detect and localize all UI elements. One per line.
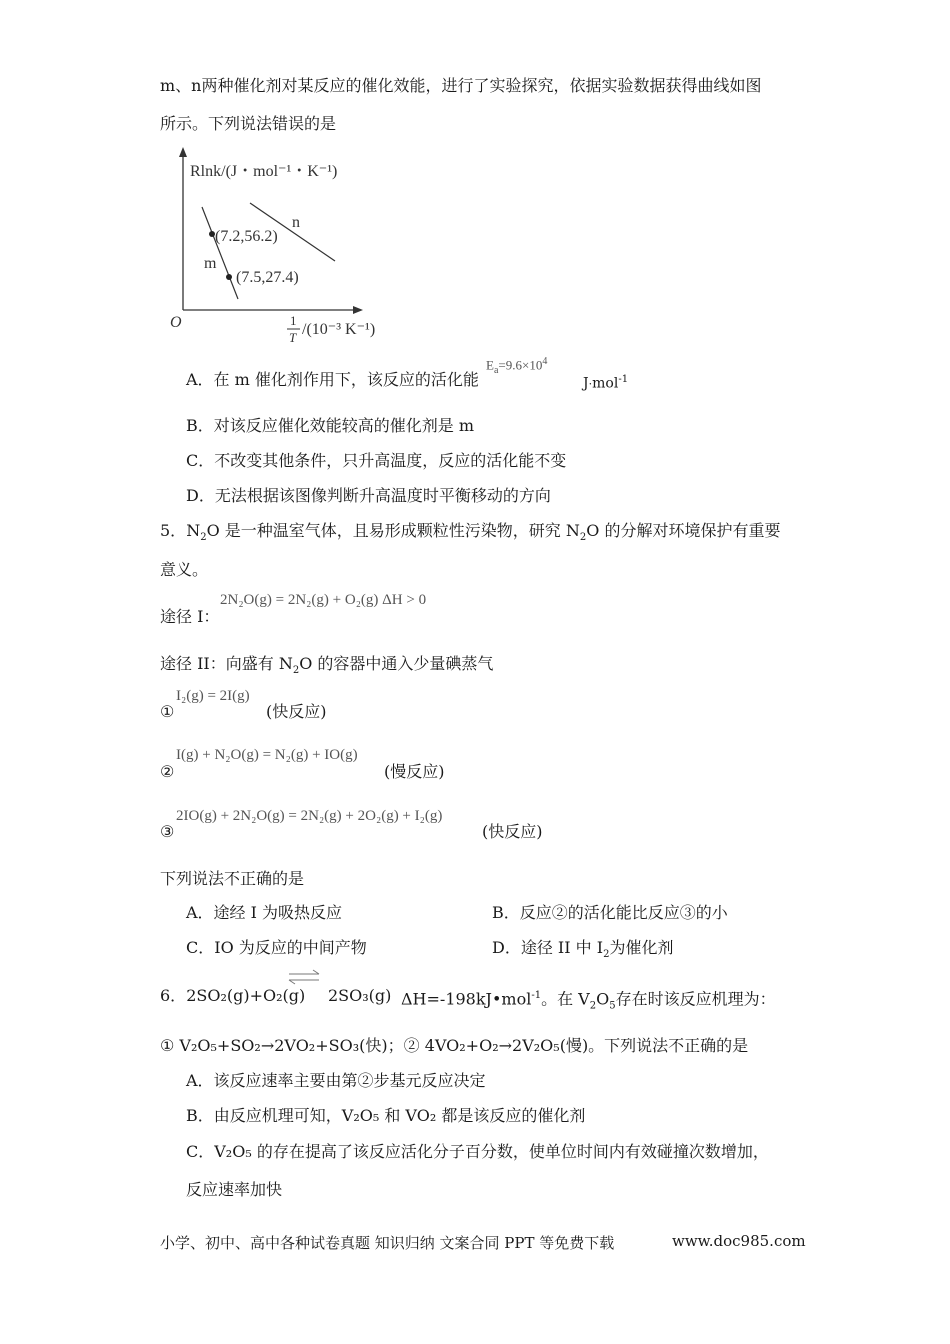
q6-option-c-line1: C．V₂O₅ 的存在提高了该反应活化分子百分数，使单位时间内有效碰撞次数增加， [186,1142,769,1161]
equilibrium-arrow-icon [286,966,322,988]
q4-option-d: D．无法根据该图像判断升高温度时平衡移动的方向 [186,486,551,505]
q5-step1-mark: ① [160,702,175,721]
ea-symbol: E [486,357,494,373]
q5-stem-c: O 的分解对环境保护有重要 [586,521,781,540]
q4-stem-line2: 所示。下列说法错误的是 [160,114,337,133]
q6-option-a: A．该反应速率主要由第②步基元反应决定 [186,1071,486,1090]
graph-point1-label: (7.2,56.2) [215,228,278,245]
graph-origin: O [170,314,182,331]
graph-line-n-label: n [292,214,300,231]
q6-tail-b: O [596,989,610,1009]
q5-option-a: A．途经 I 为吸热反应 [186,903,343,922]
unit-exp: -1 [618,374,629,385]
q6-tail-c: 存在时该反应机理为： [615,989,776,1009]
q5-step3-formula: 2IO(g) + 2N₂O(g) = 2N₂(g) + 2O₂(g) + I₂(g) [176,808,443,824]
ea-sub: a [493,364,499,376]
q4-option-a-prefix: A．在 m 催化剂作用下，该反应的活化能 [186,370,479,389]
graph-x-frac-num: 1 [290,313,297,328]
q5-step3-mark: ③ [160,822,175,841]
q4-option-b: B．对该反应催化效能较高的催化剂是 m [186,416,475,435]
path2-label-a: 途径 II：向盛有 N [160,654,293,673]
q5-path2-label: 途径 II：向盛有 $N_2O$ 的容器中通入少量碘蒸气 [160,654,494,677]
footer-text: 小学、初中、高中各种试卷真题 知识归纳 文案合同 PPT 等免费下载 [160,1234,615,1252]
q4-graph [160,145,390,350]
footer-url[interactable]: www.doc985.com [672,1232,806,1250]
path2-label-b: O 的容器中通入少量碘蒸气 [299,654,494,673]
q5-number: 5． [160,521,187,540]
q5-option-d-a: D．途径 II 中 I [492,938,604,957]
q5-step2-mark: ② [160,762,175,781]
q5-step1-note: (快反应) [266,702,327,721]
graph-point2-label: (7.5,27.4) [236,269,299,286]
q5-step2-note: (慢反应) [384,762,445,781]
q5-question: 下列说法不正确的是 [160,869,305,888]
q5-stem-line1: 5．$N_2O$ 是一种温室气体，且易形成颗粒性污染物，研究 $N_2O$ 的分解对环境保护有重要 [160,521,781,544]
q4-option-c: C．不改变其他条件，只升高温度，反应的活化能不变 [186,451,567,470]
q6-eq-dh: ΔH=-198kJ•mol$^{-1}$。在 $V_2O_5$存在时该反应机理为： [401,989,776,1012]
q6-dh: ΔH=-198kJ•mol [401,989,532,1009]
q5-option-c: C．IO 为反应的中间产物 [186,938,367,957]
ea-exp: 4 [542,356,548,367]
q4-option-a [186,370,479,390]
graph-y-label: Rlnk/(J・mol⁻¹・K⁻¹) [190,163,338,180]
q6-number: 6． [160,986,187,1005]
q5-stem-b: O 是一种温室气体，且易形成颗粒性污染物，研究 N [206,521,580,540]
q6-mechanism: ① V₂O₅+SO₂→2VO₂+SO₃(快)；② 4VO₂+O₂→2V₂O₅(慢)。下列说法不正确的是 [160,1036,749,1055]
graph-line-m [202,207,238,299]
q4-stem-line1: m、n两种催化剂对某反应的催化效能，进行了实验探究，依据实验数据获得曲线如图 [160,76,762,95]
q5-option-d: D．途径 II 中 $I_2$为催化剂 [492,938,674,961]
q5-option-b: B．反应②的活化能比反应③的小 [492,903,728,922]
ea-value: =9.6×10 [498,357,543,373]
graph-line-m-label: m [204,255,217,272]
q6-option-c-line2: 反应速率加快 [186,1180,283,1199]
q4-option-a-formula [486,356,547,376]
unit-j: J [583,375,589,392]
q6-dh-exp: -1 [531,990,542,1001]
graph-x-label: /(10⁻³ K⁻¹) [302,321,376,338]
q6-equation [160,986,305,1006]
q6-eq-right: 2SO₃(g) [328,986,392,1005]
q6-tail-a: 。在 V [541,989,590,1009]
footer [160,1232,806,1253]
graph-point2 [226,274,232,280]
q5-stem-a: N [186,521,201,540]
unit-mol: mol [592,375,619,392]
q5-step2-formula: I(g) + N₂O(g) = N₂(g) + IO(g) [176,747,358,763]
graph-x-frac-den: T [289,330,297,345]
q6-eq-left: 2SO₂(g)+O₂(g) [186,986,306,1005]
q5-stem-line2: 意义。 [160,560,209,579]
q5-path1-formula: 2N₂O(g) = 2N₂(g) + O₂(g) ΔH > 0 [220,592,427,608]
q5-step1-formula: I₂(g) = 2I(g) [176,688,250,704]
q5-step3-note: (快反应) [482,822,543,841]
q6-option-b: B．由反应机理可知，V₂O₅ 和 VO₂ 都是该反应的催化剂 [186,1106,586,1125]
q4-option-a-unit: J·mol$^{-1}$ [583,374,629,392]
q5-path1-label: 途径 I： [160,607,220,626]
q5-option-d-b: 为催化剂 [609,938,674,957]
